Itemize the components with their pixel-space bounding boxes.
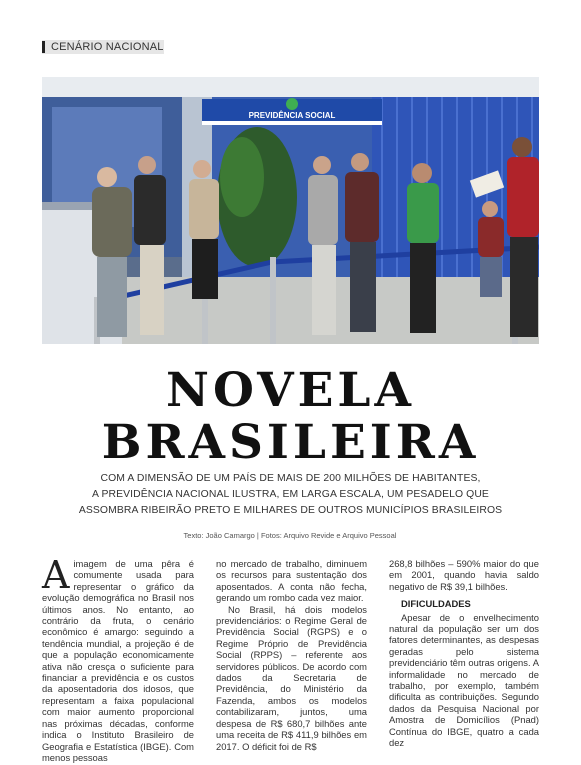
article-paragraph: no mercado de trabalho, diminuem os recursos para sustentação dos aposentados. A conta não fecha, gerando um rombo cada vez maior. [216,558,367,604]
byline-credits: Texto: João Camargo | Fotos: Arquivo Revide e Arquivo Pessoal [183,531,397,540]
drop-cap: A [42,553,70,597]
section-marker [42,41,45,53]
article-paragraph [42,553,194,763]
section-tag [42,40,164,54]
article-column-3 [389,558,539,749]
section-label: CENÁRIO NACIONAL [51,41,164,53]
article-paragraph: No Brasil, há dois modelos previdenciários: o Regime Geral de Previdência Social (RGPS) e o Regime Próprio de Previdência Social (RPPS) – referente aos servidores públicos. De acordo com dados da Secretaria de Previdência, do Ministério da Fazenda, ambos os modelos contabilizaram, juntos, uma despesa de R$ 680,7 bilhões ante uma receita de R$ 411,9 bilhões em 2017. O déficit foi de R$ [216,603,367,752]
article-text: imagem de uma pêra é comumente usada para representar o gráfico da evolução demográfica no Brasil nos últimos anos. No entanto, ao contrário da fruta, o cenário econômico é amargo: seguindo a tendência mundial, a projeção é de que a população economicamente ativa não cresça o suficiente para financiar a previdência e os custos da aposentadoria dos idosos, que representam a faixa populacional com maior aumento proporcional nas próximas décadas, conforme indica o Instituto Brasileiro de Geografia e Estatística (IBGE). Com menos pessoas [42,558,194,763]
article-column-2 [216,558,367,752]
article-column-1 [42,553,194,763]
subtitle-line-1: COM A DIMENSÃO DE UM PAÍS DE MAIS DE 200 MILHÕES DE HABITANTES, [100,473,481,484]
headline-line-1: NOVELA [166,363,415,418]
sign-text: PREVIDÊNCIA SOCIAL [248,111,336,120]
subtitle-line-3: ASSOMBRA RIBEIRÃO PRETO E MILHARES DE OUTROS MUNICÍPIOS BRASILEIROS [78,505,503,516]
subtitle-line-2: A PREVIDÊNCIA NACIONAL ILUSTRA, EM LARGA ESCALA, UM PESADELO QUE [92,489,489,500]
hero-photo [42,77,539,344]
article-paragraph: Apesar de o envelhecimento natural da população ser um dos fatores determinantes, as despesas geradas pelo sistema previdenciário têm outras origens. A informalidade no mercado de trabalho, por exemplo, também dificulta as contribuições. Segundo dados da Pesquisa Nacional por Amostra de Domicílios (Pnad) Contínua do IBGE, quatro a cada dez [389,611,539,749]
article-paragraph: 268,8 bilhões – 590% maior do que em 2001, quando havia saldo negativo de R$ 39,1 bilhões. [389,558,539,592]
article-subhead: DIFICULDADES [401,598,471,610]
photo-illustration [42,77,539,344]
headline-line-2: BRASILEIRA [101,415,480,470]
